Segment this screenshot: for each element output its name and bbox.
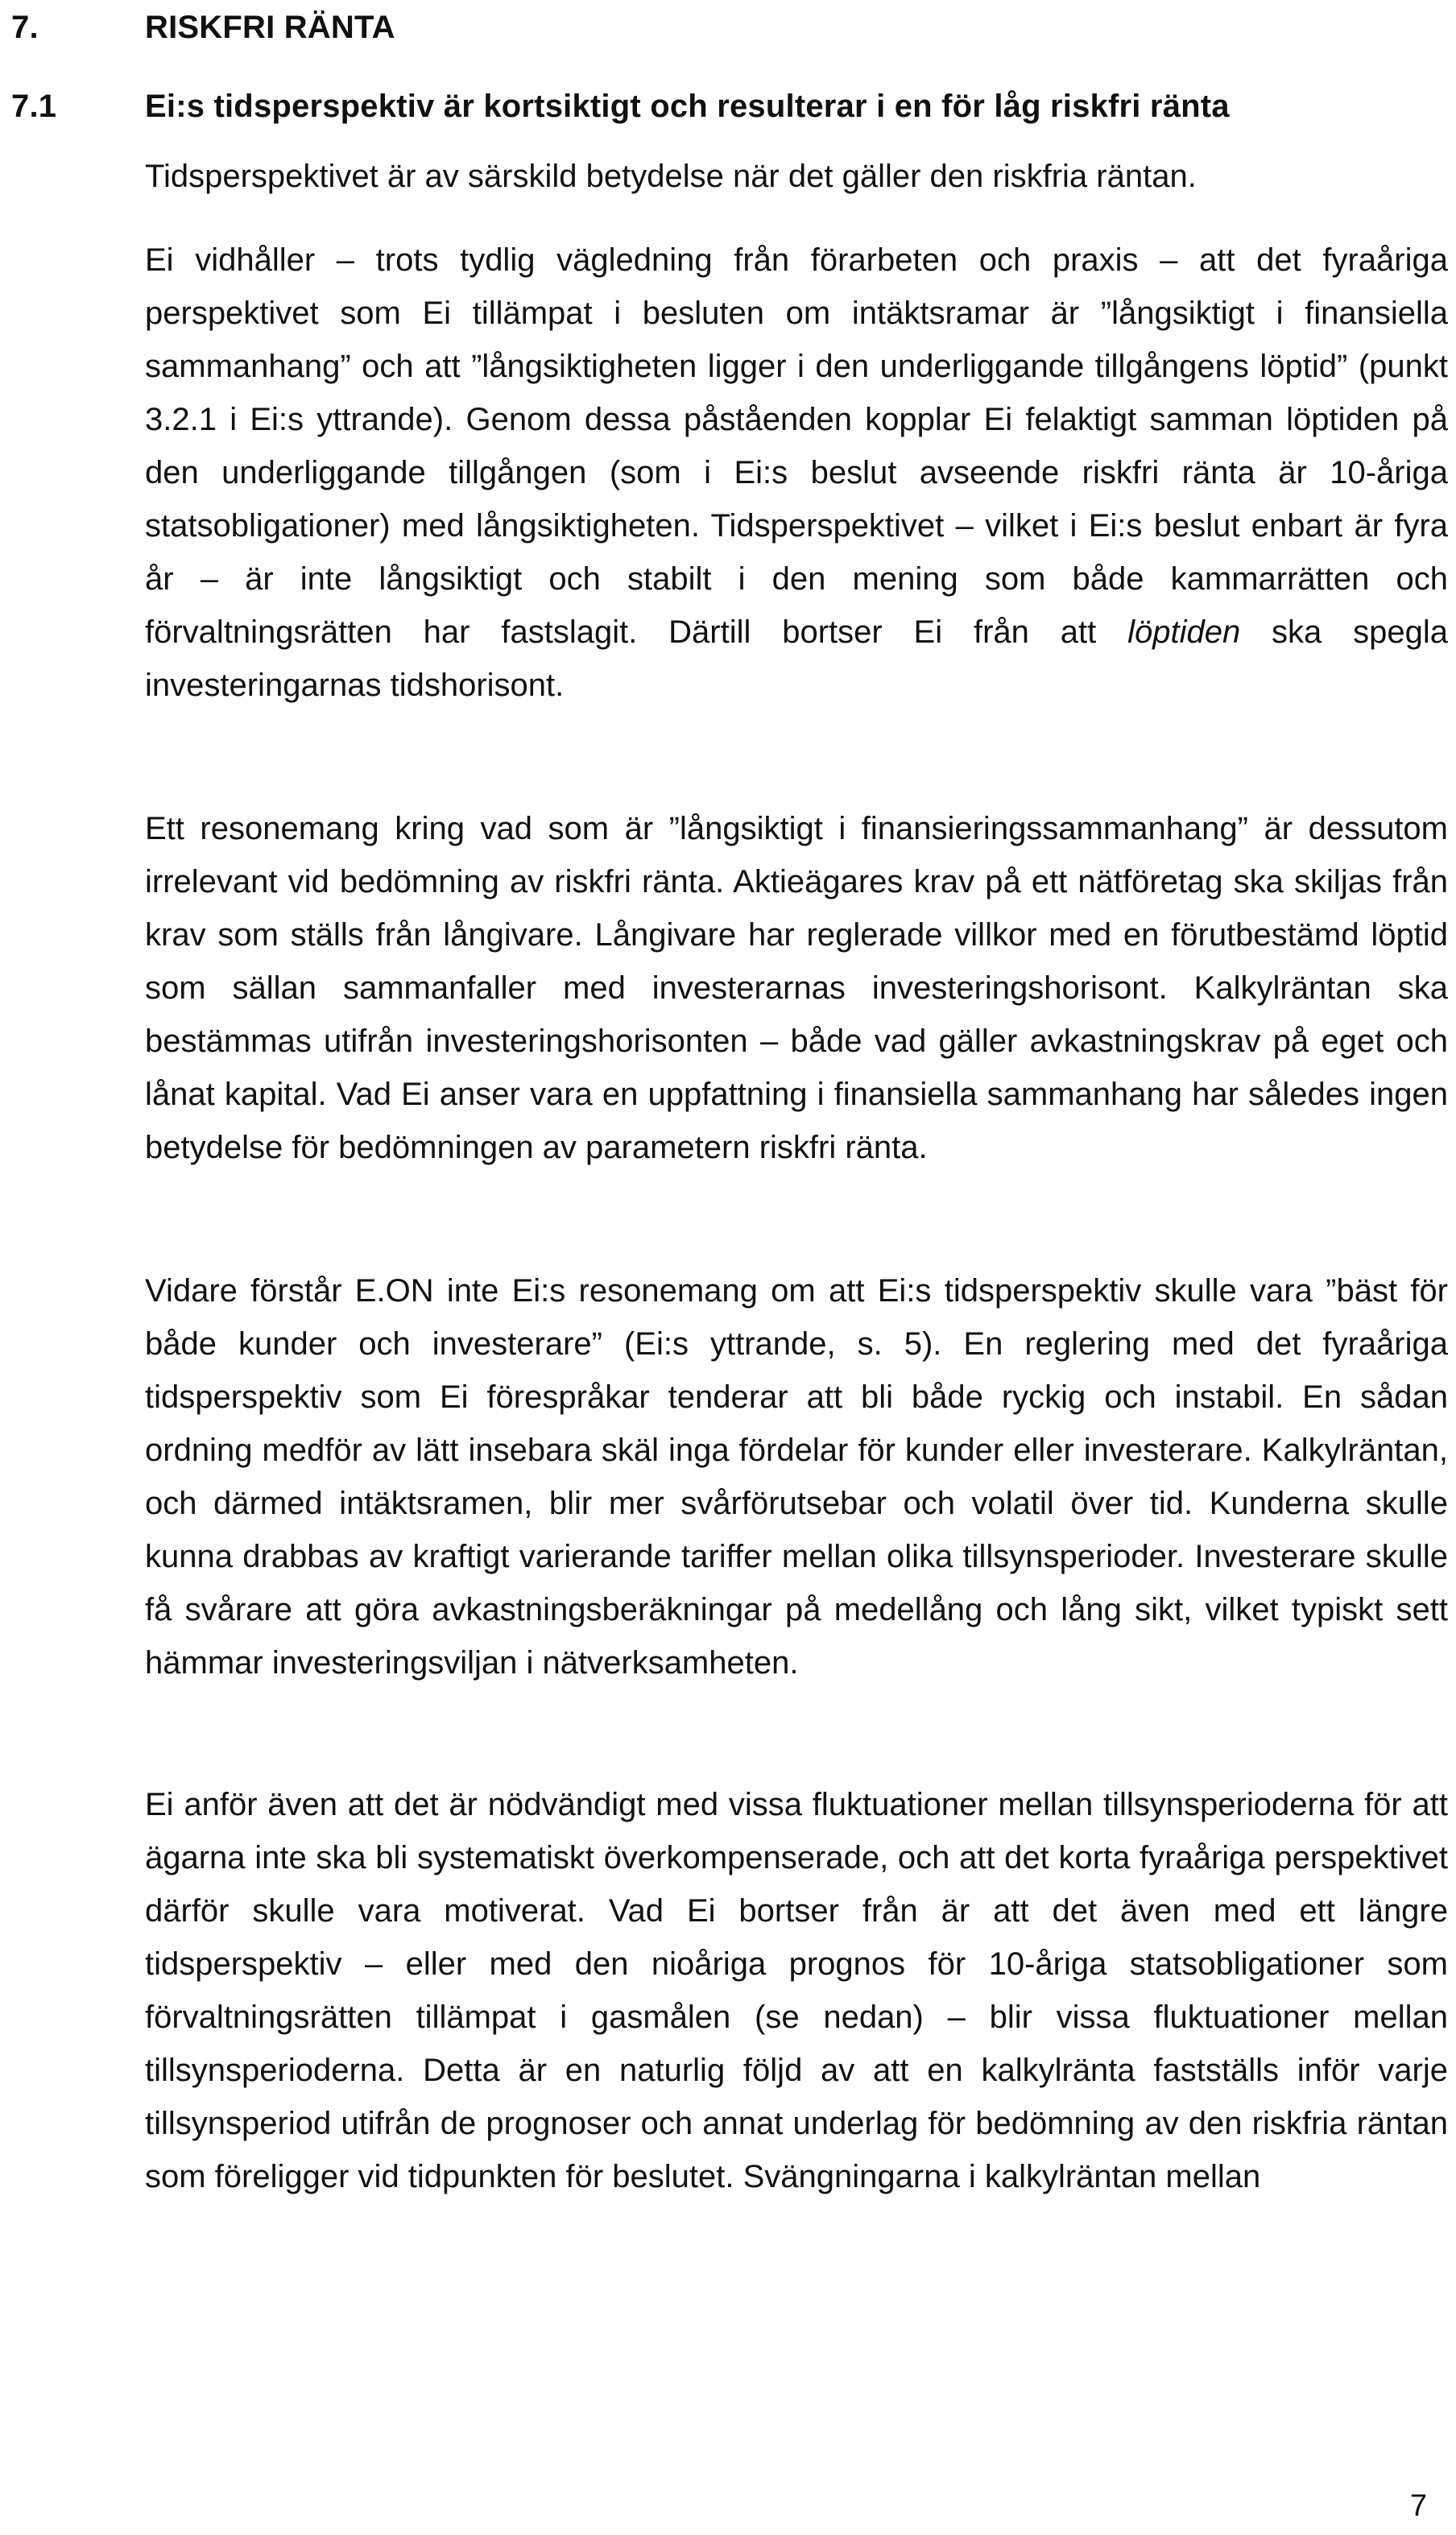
subsection-title: Ei:s tidsperspektiv är kortsiktigt och resulterar i en för låg riskfri ränta xyxy=(145,89,1230,124)
paragraph-2-block xyxy=(145,234,1448,712)
section-number: 7. xyxy=(11,10,39,45)
subsection-heading xyxy=(0,87,1456,126)
paragraph-1: Tidsperspektivet är av särskild betydelse när det gäller den riskfria räntan. xyxy=(145,159,1197,194)
paragraph-3-block xyxy=(145,802,1448,1174)
paragraph-3: Ett resonemang kring vad som är ”långsiktigt i finansieringssammanhang” är dessutom irrelevant vid bedömning av riskfri ränta. Aktieägares krav på ett nätföretag ska skiljas från krav som ställs från långivare. Långivare har reglerade villkor med en förutbestämd löptid som sällan sammanfaller med investerarnas investeringshorisont. Kalkylräntan ska bestämmas utifrån investeringshorisonten – både vad gäller avkastningskrav på eget och lånat kapital. Vad Ei anser vara en uppfattning i finansiella sammanhang har således ingen betydelse för bedömningen av parametern riskfri ränta. xyxy=(145,811,1448,1165)
paragraph-2 xyxy=(145,234,1448,712)
subsection-number: 7.1 xyxy=(11,89,57,124)
paragraph-2-italic: löptiden xyxy=(1127,614,1241,650)
section-title: RISKFRI RÄNTA xyxy=(145,10,395,45)
paragraph-4-block xyxy=(145,1264,1448,1689)
paragraph-2-text-b: ska spegla investeringarnas tidshorisont. xyxy=(145,614,1449,703)
paragraph-1-block xyxy=(145,150,1448,203)
paragraph-5: Ei anför även att det är nödvändigt med vissa fluktuationer mellan tillsynsperioderna för att ägarna inte ska bli systematiskt överkompenserade, och att det korta fyraåriga perspektivet därför skulle vara motiverat. Vad Ei bortser från är att det även med ett längre tidsperspektiv – eller med den nioåriga prognos för 10-åriga statsobligationer som förvaltningsrätten tillämpat i gasmålen (se nedan) – blir vissa fluktuationer mellan tillsynsperioderna. Detta är en naturlig följd av att en kalkylränta fastställs inför varje tillsynsperiod utifrån de prognoser och annat underlag för bedömning av den riskfria räntan som föreligger vid tidpunkten för beslutet. Svängningarna i kalkylräntan mellan xyxy=(145,1787,1448,2194)
page-number: 7 xyxy=(1409,2489,1427,2523)
paragraph-5-block xyxy=(145,1778,1448,2203)
section-heading xyxy=(0,8,1456,47)
paragraph-4: Vidare förstår E.ON inte Ei:s resonemang om att Ei:s tidsperspektiv skulle vara ”bäst för både kunder och investerare” (Ei:s yttrande, s. 5). En reglering med det fyraåriga tidsperspektiv som Ei förespråkar tenderar att bli både ryckig och instabil. En sådan ordning medför av lätt insebara skäl inga fördelar för kunder eller investerare. Kalkylräntan, och därmed intäktsramen, blir mer svårförutsebar och volatil över tid. Kunderna skulle kunna drabbas av kraftigt varierande tariffer mellan olika tillsynsperioder. Investerare skulle få svårare att göra avkastningsberäkningar på medellång och lång sikt, vilket typiskt sett hämmar investeringsviljan i nätverksamheten. xyxy=(145,1273,1448,1681)
paragraph-2-text-a: Ei vidhåller – trots tydlig vägledning från förarbeten och praxis – att det fyraåriga perspektivet som Ei tillämpat i besluten om intäktsramar är ”långsiktigt i finansiella sammanhang” och att ”långsiktigheten ligger i den underliggande tillgångens löptid” (punkt 3.2.1 i Ei:s yttrande). Genom dessa påståenden kopplar Ei felaktigt samman löptiden på den underliggande tillgången (som i Ei:s beslut avseende riskfri ränta är 10-åriga statsobligationer) med långsiktigheten. Tidsperspektivet – vilket i Ei:s beslut enbart är fyra år – är inte långsiktigt och stabilt i den mening som både kammarrätten och förvaltningsrätten har fastslagit. Därtill bortser Ei från att xyxy=(145,242,1448,650)
